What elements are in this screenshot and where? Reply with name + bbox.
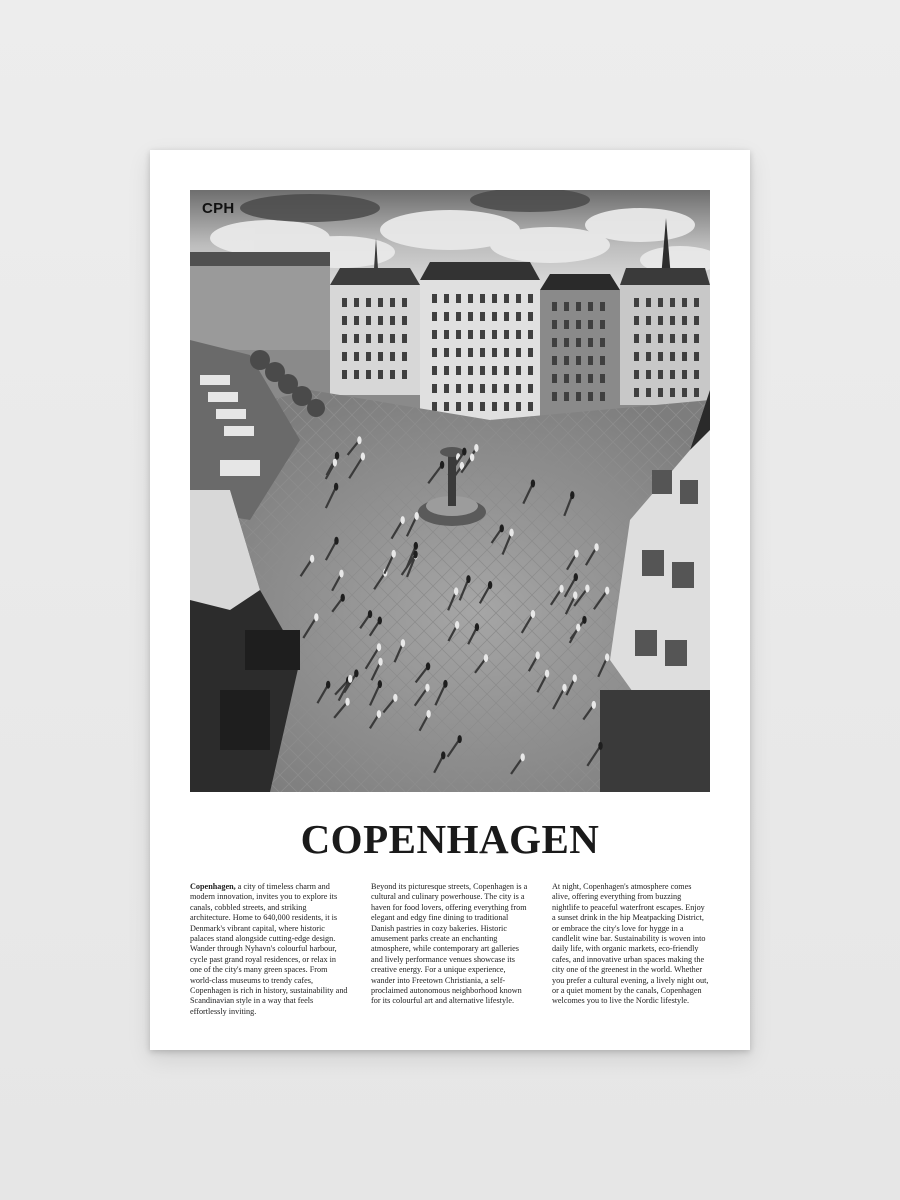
pedestrian [413, 550, 417, 558]
building-window [456, 330, 461, 339]
building-window [456, 366, 461, 375]
pedestrian [368, 610, 372, 618]
building-window [468, 366, 473, 375]
building-window [516, 384, 521, 393]
building-window [378, 352, 383, 361]
building-window [366, 370, 371, 379]
poster [150, 150, 750, 1050]
building-window [516, 366, 521, 375]
pedestrian [576, 624, 580, 632]
pedestrian [531, 610, 535, 618]
building-window [694, 388, 699, 397]
description-column-1 [190, 882, 348, 1017]
pedestrian [361, 453, 365, 461]
pedestrian [426, 710, 430, 718]
pedestrian [488, 581, 492, 589]
building-window [378, 298, 383, 307]
building-window [646, 334, 651, 343]
building-window [390, 316, 395, 325]
building-window [492, 330, 497, 339]
building-window [564, 302, 569, 311]
building-window [564, 356, 569, 365]
pedestrian [574, 573, 578, 581]
pedestrian [531, 480, 535, 488]
building-window [670, 388, 675, 397]
pedestrian [545, 670, 549, 678]
building-window [588, 356, 593, 365]
building-window [516, 402, 521, 411]
building-window [646, 352, 651, 361]
building-window [588, 338, 593, 347]
pedestrian [354, 669, 358, 677]
building-window [516, 294, 521, 303]
pedestrian [335, 452, 339, 460]
city-square-photo [190, 190, 710, 792]
building-window [576, 338, 581, 347]
pedestrian [377, 643, 381, 651]
building-window [670, 352, 675, 361]
pedestrian [377, 710, 381, 718]
building-window [354, 298, 359, 307]
building-window [658, 334, 663, 343]
building-window [528, 330, 533, 339]
building-window [444, 330, 449, 339]
building-window [646, 388, 651, 397]
pedestrian [414, 512, 418, 520]
building-window [576, 320, 581, 329]
pedestrian [455, 621, 459, 629]
building-window [342, 316, 347, 325]
building-window [634, 316, 639, 325]
building-window [528, 312, 533, 321]
building-window [354, 334, 359, 343]
pedestrian [341, 594, 345, 602]
building-window [552, 302, 557, 311]
building-window [528, 294, 533, 303]
building-window [432, 330, 437, 339]
building-window [504, 384, 509, 393]
pedestrian [334, 537, 338, 545]
pedestrian [348, 675, 352, 683]
pedestrian [454, 587, 458, 595]
building-window [432, 294, 437, 303]
building-window [366, 334, 371, 343]
pedestrian [592, 701, 596, 709]
building-window [402, 370, 407, 379]
building-window [504, 312, 509, 321]
building-window [670, 298, 675, 307]
building-window [456, 384, 461, 393]
building-window [342, 334, 347, 343]
building-window [600, 374, 605, 383]
building-window [480, 294, 485, 303]
building-window [658, 352, 663, 361]
pedestrian [474, 444, 478, 452]
building-window [468, 384, 473, 393]
building-window [456, 348, 461, 357]
building-window [432, 366, 437, 375]
pedestrian [574, 550, 578, 558]
building-window [402, 352, 407, 361]
building-window [552, 338, 557, 347]
building-window [432, 402, 437, 411]
pedestrian [470, 453, 474, 461]
building-window [528, 348, 533, 357]
building-window [480, 330, 485, 339]
column-2-text: Beyond its picturesque streets, Copenhagen is a cultural and culinary powerhouse. The city is a haven for food lovers, offering everything from elegant and edgy fine dining to traditional Danish pastries in cozy bakeries. Historic amusement parks create an enchanting atmosphere, while contemporary art galleries and lively performance venues showcase its creative energy. For a unique experience, wander into Freetown Christiania, a self-proclaimed autonomous neighborhood known for its colourful art and alternative lifestyle. [371, 882, 528, 1006]
building-window [634, 370, 639, 379]
building-window [492, 366, 497, 375]
pedestrian [401, 639, 405, 647]
building-window [564, 338, 569, 347]
description-columns [190, 882, 710, 1017]
building-window [516, 330, 521, 339]
description-column-2 [371, 882, 529, 1017]
building-window [528, 384, 533, 393]
building-window [504, 294, 509, 303]
building-window [588, 320, 593, 329]
building-window [634, 388, 639, 397]
building-window [634, 352, 639, 361]
pedestrian [462, 448, 466, 456]
building-window [694, 334, 699, 343]
building-window [480, 384, 485, 393]
building-window [504, 330, 509, 339]
building-window [468, 348, 473, 357]
building-window [552, 320, 557, 329]
pedestrian [392, 550, 396, 558]
building-window [354, 316, 359, 325]
building-window [378, 370, 383, 379]
building-window [390, 334, 395, 343]
building-window [492, 384, 497, 393]
building-window [552, 374, 557, 383]
building-window [492, 294, 497, 303]
building-window [658, 298, 663, 307]
building-window [588, 374, 593, 383]
pedestrian [339, 570, 343, 578]
pedestrian [378, 617, 382, 625]
building-window [600, 392, 605, 401]
pedestrian [605, 587, 609, 595]
pedestrian [310, 555, 314, 563]
building-window [658, 370, 663, 379]
building-window [354, 352, 359, 361]
pedestrian [509, 529, 513, 537]
pedestrian [500, 524, 504, 532]
building-window [552, 392, 557, 401]
building-window [576, 302, 581, 311]
building-window [456, 402, 461, 411]
pedestrian [393, 694, 397, 702]
lead-word: Copenhagen, [190, 882, 236, 891]
building-window [444, 294, 449, 303]
pedestrian [357, 436, 361, 444]
building-window [694, 316, 699, 325]
building-window [634, 298, 639, 307]
city-code-badge: CPH [202, 200, 235, 217]
building-window [444, 384, 449, 393]
building-window [646, 316, 651, 325]
pedestrian [475, 623, 479, 631]
building-window [504, 348, 509, 357]
pedestrian [582, 616, 586, 624]
pedestrian [443, 680, 447, 688]
pedestrian [520, 753, 524, 761]
building-window [480, 366, 485, 375]
building-window [444, 366, 449, 375]
building-window [564, 320, 569, 329]
pedestrian [573, 591, 577, 599]
building-window [468, 330, 473, 339]
building-window [670, 370, 675, 379]
building-window [600, 356, 605, 365]
building-window [402, 298, 407, 307]
pedestrian [585, 584, 589, 592]
pedestrian [605, 653, 609, 661]
building-window [456, 294, 461, 303]
building-window [600, 320, 605, 329]
pedestrian [535, 651, 539, 659]
building-window [342, 370, 347, 379]
building-window [564, 392, 569, 401]
building-window [528, 366, 533, 375]
column-3-text: At night, Copenhagen's atmosphere comes alive, offering everything from buzzing nightlife to peaceful waterfront escapes. Enjoy a sunset drink in the hip Meatpacking District, or embrace the city's love for hygge in a candlelit wine bar. Sustainability is woven into daily life, with organic markets, eco-friendly cafes, and innovative urban spaces making the city one of the greenest in the world. Whether you prefer a cultural evening, a lively night out, or a quiet moment by the canals, Copenhagen welcomes you to live the Nordic lifestyle. [552, 882, 709, 1006]
building-window [378, 334, 383, 343]
building-window [516, 312, 521, 321]
building-window [342, 352, 347, 361]
building-window [682, 352, 687, 361]
pedestrian [314, 613, 318, 621]
building-window [682, 334, 687, 343]
pedestrian [466, 575, 470, 583]
building-window [682, 388, 687, 397]
building-window [468, 294, 473, 303]
pedestrian [559, 585, 563, 593]
building-window [342, 298, 347, 307]
column-1-text: a city of timeless charm and modern innovation, invites you to explore its canals, cobbled streets, and striking architecture. Home to 640,000 residents, it is Denmark's vibrant capital, where historic palaces stand alongside cutting-edge design. Wander through Nyhavn's colourful harbour, cycle past grand royal residences, or relax in one of the city's many green spaces. From world-class museums to trendy cafes, Copenhagen is rich in history, sustainability and Scandinavian style in a way that feels effortlessly inviting. [190, 882, 348, 1016]
pedestrian [333, 459, 337, 467]
building-window [390, 298, 395, 307]
pedestrian [484, 654, 488, 662]
building-window [444, 348, 449, 357]
pedestrian [425, 684, 429, 692]
pedestrian [440, 461, 444, 469]
pedestrian [378, 658, 382, 666]
building-window [576, 374, 581, 383]
pedestrian [441, 751, 445, 759]
building-window [600, 302, 605, 311]
building-window [588, 302, 593, 311]
building-window [694, 298, 699, 307]
building-window [682, 370, 687, 379]
pedestrian [378, 680, 382, 688]
building-window [480, 312, 485, 321]
pedestrian [570, 491, 574, 499]
poster-title: COPENHAGEN [300, 816, 600, 862]
building-window [444, 402, 449, 411]
building-window [564, 374, 569, 383]
building-window [646, 298, 651, 307]
pedestrian [573, 674, 577, 682]
pedestrian [562, 684, 566, 692]
building-window [366, 316, 371, 325]
building-window [600, 338, 605, 347]
building-window [492, 312, 497, 321]
building-window [658, 316, 663, 325]
building-window [694, 352, 699, 361]
building-window [492, 348, 497, 357]
pedestrian [414, 542, 418, 550]
building-window [456, 312, 461, 321]
pedestrian [594, 543, 598, 551]
building-window [366, 352, 371, 361]
building-window [682, 298, 687, 307]
pedestrian [345, 698, 349, 706]
building-window [378, 316, 383, 325]
building-window [552, 356, 557, 365]
building-window [492, 402, 497, 411]
pedestrian [598, 742, 602, 750]
building-window [402, 316, 407, 325]
city-square-illustration [190, 190, 710, 792]
building-window [682, 316, 687, 325]
building-window [432, 312, 437, 321]
building-window [444, 312, 449, 321]
building-window [468, 402, 473, 411]
building-window [694, 370, 699, 379]
building-window [658, 388, 663, 397]
building-window [390, 370, 395, 379]
building-window [390, 352, 395, 361]
pedestrian [457, 735, 461, 743]
building-window [516, 348, 521, 357]
building-window [670, 316, 675, 325]
building-window [432, 384, 437, 393]
building-window [646, 370, 651, 379]
pedestrian [400, 516, 404, 524]
building-window [670, 334, 675, 343]
building-window [402, 334, 407, 343]
description-column-3 [552, 882, 710, 1017]
building-window [432, 348, 437, 357]
building-window [634, 334, 639, 343]
pedestrian [426, 662, 430, 670]
pedestrian [334, 483, 338, 491]
building-window [504, 366, 509, 375]
building-window [504, 402, 509, 411]
building-window [528, 402, 533, 411]
building-window [480, 402, 485, 411]
building-window [588, 392, 593, 401]
building-window [576, 392, 581, 401]
building-window [354, 370, 359, 379]
building-window [480, 348, 485, 357]
pedestrian [326, 681, 330, 689]
building-window [366, 298, 371, 307]
building-window [576, 356, 581, 365]
building-window [468, 312, 473, 321]
